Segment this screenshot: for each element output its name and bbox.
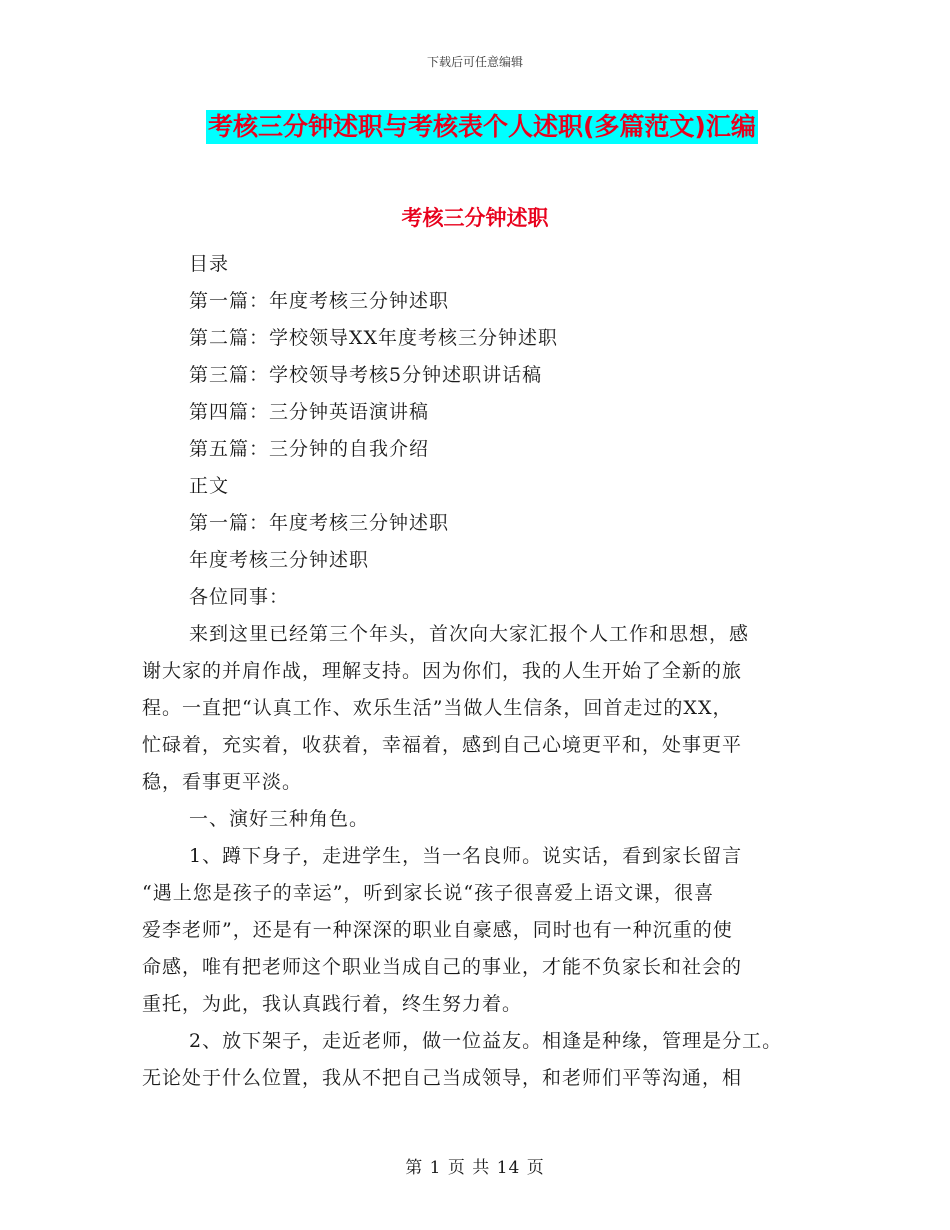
main-title: 考核三分钟述职与考核表个人述职(多篇范文)汇编	[206, 110, 758, 144]
text-line: 来到这里已经第三个年头，首次向大家汇报个人工作和思想，感	[189, 623, 750, 645]
text-line: 第五篇：三分钟的自我介绍	[189, 438, 430, 460]
text-line: 命感，唯有把老师这个职业当成自己的事业，才能不负家长和社会的	[142, 956, 743, 978]
text-line: 忙碌着，充实着，收获着，幸福着，感到自己心境更平和，处事更平	[142, 734, 743, 756]
text-line: 各位同事：	[189, 586, 290, 608]
header-note: 下载后可任意编辑	[426, 55, 523, 69]
text-line: 程。一直把“认真工作、欢乐生活”当做人生信条，回首走过的XX，	[142, 697, 733, 719]
text-line: 第一篇：年度考核三分钟述职	[189, 290, 450, 312]
document-body	[142, 246, 832, 1097]
text-line: 第一篇：年度考核三分钟述职	[189, 512, 450, 534]
sub-title: 考核三分钟述职	[401, 206, 549, 230]
text-line: 重托，为此，我认真践行着，终生努力着。	[142, 993, 523, 1015]
text-line: 目录	[189, 253, 230, 275]
text-line: 谢大家的并肩作战，理解支持。因为你们，我的人生开始了全新的旅	[142, 660, 743, 682]
page-footer: 第 1 页 共 14 页	[405, 1158, 545, 1178]
text-line: 爱李老师”，还是有一种深深的职业自豪感，同时也有一种沉重的使	[142, 919, 733, 941]
text-line: 一、演好三种角色。	[189, 808, 370, 830]
text-line: 第四篇：三分钟英语演讲稿	[189, 401, 430, 423]
text-line: 1、蹲下身子，走进学生，当一名良师。说实话，看到家长留言	[189, 845, 743, 867]
text-line: 年度考核三分钟述职	[189, 549, 370, 571]
text-line: 稳，看事更平淡。	[142, 771, 303, 793]
text-line: 第二篇：学校领导XX年度考核三分钟述职	[189, 327, 559, 349]
text-line: 2、放下架子，走近老师，做一位益友。相逢是种缘，管理是分工。	[189, 1030, 783, 1052]
text-line: 无论处于什么位置，我从不把自己当成领导，和老师们平等沟通，相	[142, 1067, 743, 1089]
text-line: 正文	[189, 475, 230, 497]
text-line: 第三篇：学校领导考核5分钟述职讲话稿	[189, 364, 543, 386]
text-line: “遇上您是孩子的幸运”，听到家长说“孩子很喜爱上语文课，很喜	[142, 882, 715, 904]
